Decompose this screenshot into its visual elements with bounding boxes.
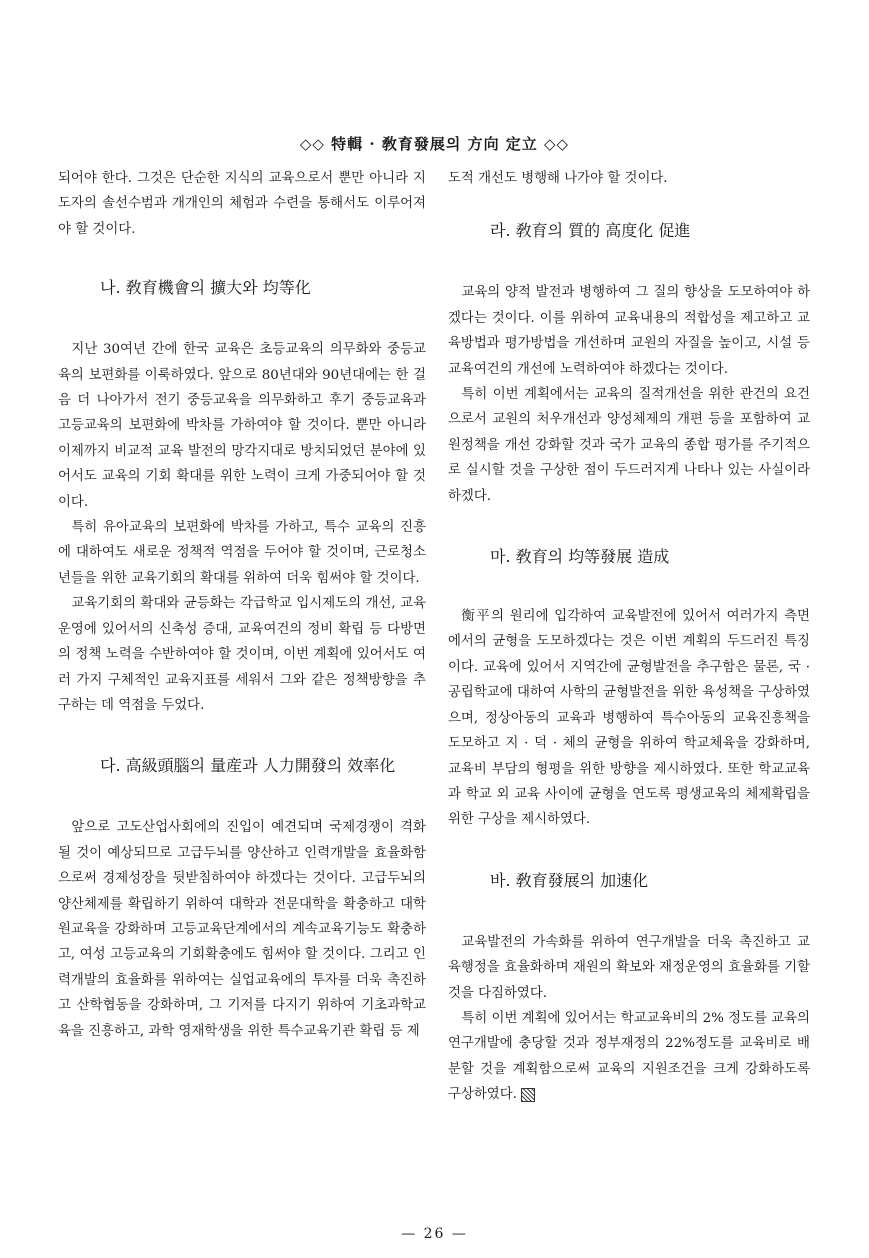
section-heading-ba: 바. 敎育發展의 加速化: [490, 870, 649, 890]
left-column: [58, 166, 426, 1044]
paragraph: 교육기회의 확대와 균등화는 각급학교 입시제도의 개선, 교육운영에 있어서의 신축성 증대, 교육여건의 정비 확립 등 다방면의 정책 노력을 수반하여야 할 것이며, 이번 계획에 있어서도 여러 가지 구체적인 교육지표를 세워서 그와 같은 정책방향을 추구하는 데 역점을 두었다.: [58, 596, 426, 713]
running-header: ◇◇ 特輯 · 敎育發展의 方向 定立 ◇◇: [299, 135, 570, 153]
paragraph: 특히 이번 계획에서는 교육의 질적개선을 위한 관건의 요건으로서 교원의 처우개선과 양성체제의 개편 등을 포함하여 교원정책을 개선 강화할 것과 국가 교육의 종합 평가를 주기적으로 실시할 것을 구상한 점이 두드러지게 나타나 있는 사실이라 하겠다.: [448, 387, 810, 504]
paragraph: 교육발전의 가속화를 위하여 연구개발을 더욱 촉진하고 교육행정을 효율화하며 재원의 확보와 재정운영의 효율화를 기할 것을 다짐하였다.: [448, 934, 810, 1001]
paragraph: 지난 30여년 간에 한국 교육은 초등교육의 의무화와 중등교육의 보편화를 이룩하였다. 앞으로 80년대와 90년대에는 한 걸음 더 나아가서 전기 중등교육을 의무화하고 후기 중등교육과 고등교육의 보편화에 박차를 가하여야 할 것이다. 뿐만 아니라 이제까지 비교적 교육 발전의 망각지대로 방치되었던 분야에 있어서도 교육의 기회 확대를 위한 노력이 크게 가중되어야 할 것이다.: [58, 342, 426, 510]
paragraph: 되어야 한다. 그것은 단순한 지식의 교육으로서 뿐만 아니라 지도자의 솔선수범과 개개인의 체험과 수련을 통해서도 이루어져야 할 것이다.: [58, 171, 426, 237]
paragraph: 교육의 양적 발전과 병행하여 그 질의 향상을 도모하여야 하겠다는 것이다. 이를 위하여 교육내용의 적합성을 제고하고 교육방법과 평가방법을 개선하며 교원의 자질을 높이고, 시설 등 교육여건의 개선에 노력하여야 하겠다는 것이다.: [448, 285, 810, 377]
section-heading-na: 나. 敎育機會의 擴大와 均等化: [100, 278, 311, 298]
paragraph: 도적 개선도 병행해 나가야 할 것이다.: [448, 171, 668, 186]
section-heading-da: 다. 高級頭腦의 量産과 人力開發의 效率化: [100, 756, 396, 776]
paragraph: 衡平의 원리에 입각하여 교육발전에 있어서 여러가지 측면에서의 균형을 도모하겠다는 것은 이번 계획의 두드러진 특징이다. 교육에 있어서 지역간에 균형발전을 추구함은 물론, 국 · 공립학교에 대하여 사학의 균형발전을 위한 육성책을 구상하였으며, 정상아동의 교육과 병행하여 특수아동의 교육진흥책을 도모하고 지 · 덕 · 체의 균형을 위하여 학교체육을 강화하며, 교육비 부담의 형평을 위한 방향을 제시하였다. 또한 학교교육과 학교 외 교육 사이에 균형을 연도록 평생교육의 체제확립을 위한 구상을 제시하였다.: [448, 609, 810, 828]
right-column: [448, 166, 810, 1108]
paragraph: [448, 1006, 810, 1108]
section-heading-ma: 마. 敎育의 均等發展 造成: [490, 547, 670, 567]
paragraph-text: 특히 이번 계획에 있어서는 학교교육비의 2% 정도를 교육의 연구개발에 충당할 것과 정부재정의 22%정도를 교육비로 배분할 것을 계획함으로써 교육의 지원조건을 크게 강화하도록 구상하였다.: [448, 1010, 810, 1103]
end-mark-icon: [521, 1088, 535, 1102]
page-number: — 26 —: [401, 1226, 468, 1242]
paragraph: 특히 유아교육의 보편화에 박차를 가하고, 특수 교육의 진흥에 대하여도 새로운 정책적 역점을 두어야 할 것이며, 근로청소년들을 위한 교육기회의 확대를 위하여 더욱 힘써야 할 것이다.: [58, 520, 426, 586]
paragraph: 앞으로 고도산업사회에의 진입이 예견되며 국제경쟁이 격화될 것이 예상되므로 고급두뇌를 양산하고 인력개발을 효율화함으로써 경제성장을 뒷받침하여야 하겠다는 것이다. 고급두뇌의 양산체제를 확립하기 위하여 대학과 전문대학을 확충하고 대학원교육을 강화하며 고등교육단계에서의 계속교육기능도 확충하고, 여성 고등교육의 기회확충에도 힘써야 할 것이다. 그리고 인력개발의 효율화를 위하여는 실업교육에의 투자를 더욱 촉진하고 산학협동을 강화하며, 그 기저를 다지기 위하여 기초과학교육을 진흥하고, 과학 영재학생을 위한 특수교육기관 확립 등 제: [58, 820, 426, 1039]
section-heading-ra: 라. 敎育의 質的 高度化 促進: [490, 221, 691, 241]
